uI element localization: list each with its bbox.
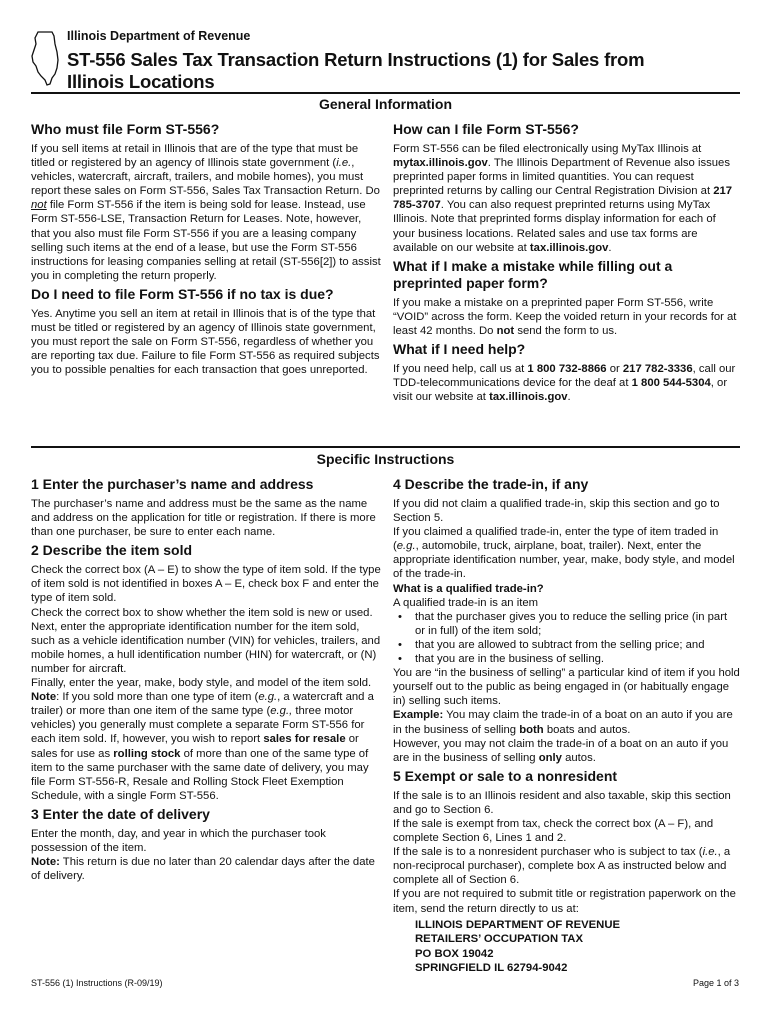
form-number-footer: ST-556 (1) Instructions (R-09/19)	[31, 978, 163, 988]
section-3-heading: 3 Enter the date of delivery	[31, 805, 210, 822]
section-5-text: If the sale is exempt from tax, check the correct box (A – F), and complete Section 6, Lines 1 and 2.	[393, 817, 714, 845]
section-1-heading: 1 Enter the purchaser’s name and address	[31, 476, 314, 492]
section-2-note: Note: If you sold more than one type of item (e.g., a watercraft and a trailer) or more than one item of the same type (e.g., three motor vehicles) you generally must complete a separate Form ST-556 for each item sold. If, however, you wish to report sales for resale or sales for use as rolling stock of more than one of the same type of item to the same purchaser with the same date of delivery, you may file Form ST-556-R, Resale and Rolling Stock Fleet Exemption Schedule, with a single Form ST-556.	[31, 691, 374, 802]
need-help-text: If you need help, call us at 1 800 732-8866 or 217 782-3336, call our TDD-telecommunications device for the deaf at 1 800 544-5304, or visit our website at tax.illinois.gov.	[393, 363, 736, 404]
section-4-text: If you did not claim a qualified trade-in, skip this section and go to Section 5.	[393, 498, 720, 525]
section-2-text: Next, enter the appropriate identification number for the item sold, such as a vehicle identification number (VIN) for vehicles, trailers, and mobile homes, a hull identification number (HIN) for watercraft, or (N) number for aircraft.	[31, 620, 381, 675]
section-2-heading: 2 Describe the item sold	[31, 542, 193, 559]
list-item: • that you are allowed to subtract from the selling price; and	[393, 638, 740, 652]
illinois-state-outline-icon	[30, 30, 64, 86]
qualified-trade-in-list	[393, 610, 740, 666]
mistake-text: If you make a mistake on a preprinted paper Form ST-556, write “VOID” across the form. Keep the voided return in your records for at least 42 months. Do not send the form to us.	[393, 296, 737, 337]
section-4-text: A qualified trade-in is an item	[393, 596, 539, 609]
how-to-file-heading: How can I file Form ST-556?	[393, 121, 579, 137]
section-5-text: If the sale is to an Illinois resident and also taxable, skip this section and go to Section 6.	[393, 789, 731, 816]
section-5-text: If the sale is to a nonresident purchaser who is subject to tax (i.e., a non-reciprocal purchaser), complete box A as instructed below and complete all of Section 6.	[393, 846, 731, 887]
section-3-text: Enter the month, day, and year in which the purchaser took possession of the item.	[31, 827, 326, 854]
section-2-text: Check the correct box (A – E) to show the type of item sold. If the type of item sold is not identified in boxes A – E, check box F and enter the type of item sold.	[31, 564, 381, 605]
section-1-text: The purchaser’s name and address must be the same as the name and address on the application for title or registration. If there is more than one purchaser, be sure to enter each name.	[31, 498, 376, 539]
section-2-text: Check the correct box to show whether the item sold is new or used.	[31, 606, 373, 619]
section-rule	[31, 92, 740, 94]
how-to-file-text: Form ST-556 can be filed electronically using MyTax Illinois at mytax.illinois.gov. The Illinois Department of Revenue also issues preprinted paper forms in limited quantities. You can request preprinted returns by calling our Central Registration Division at 217 785-3707. You can also request preprinted returns using MyTax Illinois. Note that preprinted forms display information for each of your business locations. Related sales and use tax forms are available on our website at tax.illinois.gov.	[393, 143, 733, 254]
specific-instructions-heading: Specific Instructions	[316, 451, 455, 467]
who-must-file-text: If you sell items at retail in Illinois that are of the type that must be titled or registered by an agency of Illinois state government (i.e., vehicles, watercraft, aircraft, trailers, and mobile homes), you must report these sales on Form ST-556, Sales Tax Transaction Return. Do not file Form ST-556 if the item is being sold for lease. Instead, use Form ST-556-LSE, Transaction Return for Leases. Note, however, that you also must file Form ST-556 if you are a leasing company selling such items at the end of a lease, but use the Form ST-556 instructions for leasing companies selling at retail (ST-556[2]) to assist you in completing the return properly.	[31, 143, 381, 282]
section-4-example: Example: You may claim the trade-in of a boat on an auto if you are in the business of selling both boats and autos.	[393, 709, 733, 736]
section-5-heading: 5 Exempt or sale to a nonresident	[393, 767, 618, 784]
mailing-address: ILLINOIS DEPARTMENT OF REVENUE RETAILERS’ OCCUPATION TAX PO BOX 19042 SPRINGFIELD IL 62794-9042	[415, 918, 621, 975]
general-left-column	[31, 121, 383, 377]
qualified-trade-in-subheading: What is a qualified trade-in?	[393, 582, 544, 595]
who-must-file-heading: Who must file Form ST-556?	[31, 121, 220, 137]
page-title: ST-556 Sales Tax Transaction Return Instructions (1) for Sales from Illinois Locations	[67, 49, 645, 92]
section-4-heading: 4 Describe the trade-in, if any	[393, 476, 589, 492]
section-4-text: You are “in the business of selling” a particular kind of item if you hold yourself out to the public as being engaged in (or habitually engage in) selling such items.	[393, 667, 740, 708]
need-help-heading: What if I need help?	[393, 341, 526, 358]
no-tax-due-text: Yes. Anytime you sell an item at retail in Illinois that is of the type that must be titled or registered by an agency of Illinois state government, you must report the sale on Form ST-556, regardless of whether you are reporting tax due. Failure to file Form ST-556 as required subjects you to possible penalties for each transaction that goes unreported.	[31, 307, 380, 377]
no-tax-due-heading: Do I need to file Form ST-556 if no tax is due?	[31, 285, 334, 302]
section-4-text: However, you may not claim the trade-in of a boat on an auto if you are in the business of selling only autos.	[393, 737, 729, 764]
general-information-heading: General Information	[318, 96, 453, 112]
mistake-heading: What if I make a mistake while filling out a preprinted paper form?	[393, 257, 673, 291]
general-right-column	[393, 121, 740, 404]
list-item: • that you are in the business of selling.	[393, 652, 740, 666]
page-number: Page 1 of 3	[692, 978, 739, 988]
specific-left-column	[31, 476, 383, 883]
section-2-text: Finally, enter the year, make, body style, and model of the item sold.	[31, 677, 372, 690]
agency-name: Illinois Department of Revenue	[67, 29, 251, 43]
list-item: • that the purchaser gives you to reduce the selling price (in part or in full) of the item sold;	[393, 610, 740, 638]
specific-right-column	[393, 476, 740, 976]
section-3-note: Note: This return is due no later than 20 calendar days after the date of delivery.	[31, 856, 375, 883]
section-rule	[31, 446, 740, 448]
section-4-text: If you claimed a qualified trade-in, enter the type of item traded in (e.g., automobile, truck, airplane, boat, trailer). Next, enter the appropriate identification number, year, make, body style, and model of the trade-in.	[393, 526, 735, 581]
section-5-text: If you are not required to submit title or registration paperwork on the item, send the return directly to us at:	[393, 888, 736, 915]
